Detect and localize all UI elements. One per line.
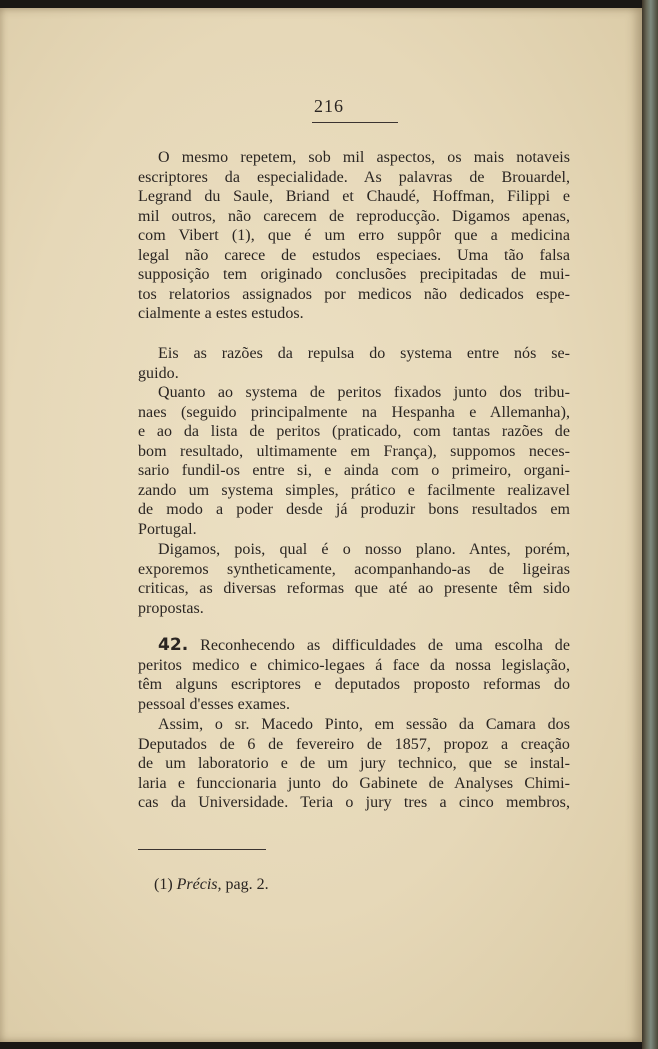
text-line: têm alguns escriptores e deputados proposto reformas do (138, 676, 570, 693)
text-line: Portugal. (138, 520, 197, 538)
text-line: de modo a poder desde já produzir bons resultados em (138, 501, 570, 518)
text-segment: Reconhecendo as difficuldades de uma escolha de (200, 637, 570, 654)
text-line: mil outros, não carecem de reproducção. Digamos apenas, (138, 207, 570, 225)
text-line: de um laboratorio e de um jury technico, que se instal- (138, 755, 570, 772)
text-line: pessoal d'esses exames. (138, 695, 290, 713)
text-line: escriptores da especialidade. As palavras de Brouardel, (138, 168, 570, 186)
text-line: laria e funccionaria junto do Gabinete de Analyses Chimi- (138, 774, 570, 792)
book-spine-edge (642, 0, 658, 1049)
text-line: zando um systema simples, prático e facilmente realizavel (138, 481, 570, 499)
text-line: Quanto ao systema de peritos fixados junto dos tribu- (158, 384, 570, 401)
text-line: cas da Universidade. Teria o jury tres a cinco membros, (138, 794, 570, 811)
page-number: 216 (314, 96, 344, 116)
text-line: Digamos, pois, qual é o nosso plano. Antes, porém, (158, 541, 570, 558)
text-line: Legrand du Saule, Briand et Chaudé, Hoffman, Filippi e (138, 188, 570, 205)
paragraph-3 (138, 383, 570, 539)
text-line: cialmente a estes estudos. (138, 305, 304, 322)
text-line: sario fundil-os entre si, e ainda com o primeiro, organi- (138, 462, 570, 479)
text-line: guido. (138, 364, 179, 382)
section-42 (138, 636, 570, 714)
footnote (154, 876, 269, 894)
paragraph-4 (138, 540, 570, 618)
footnote-title: Précis, (176, 876, 222, 893)
text-line: peritos medico e chimico-legaes á face da nossa legislação, (138, 656, 570, 674)
section-first-line (138, 636, 570, 656)
text-line: Eis as razões da repulsa do systema entre nós se- (158, 345, 570, 362)
paragraph-6 (138, 715, 570, 813)
footnote-ref: pag. 2. (225, 876, 269, 893)
text-line: exporemos syntheticamente, acompanhando-as de ligeiras (138, 560, 570, 578)
text-line: Deputados de 6 de fevereiro de 1857, propoz a creação (138, 735, 570, 753)
paragraph-2 (138, 344, 570, 383)
paragraph-1 (138, 148, 570, 324)
text-line: tos relatorios assignados por medicos não dedicados espe- (138, 285, 570, 303)
section-number: 42. (158, 635, 189, 655)
text-line: O mesmo repetem, sob mil aspectos, os mais notaveis (158, 149, 570, 166)
page-number-rule (312, 122, 398, 123)
text-line: supposição tem originado conclusões precipitadas de mui- (138, 266, 570, 283)
text-line: legal não carece de estudos especiaes. Uma tão falsa (138, 246, 570, 264)
footnote-marker: (1) (154, 876, 173, 893)
text-line: bom resultado, ultimamente em França), suppomos neces- (138, 442, 570, 460)
footnote-rule (138, 849, 266, 850)
text-line: criticas, as diversas reformas que até ao presente têm sido (138, 580, 570, 597)
text-line: Assim, o sr. Macedo Pinto, em sessão da Camara dos (158, 716, 570, 733)
text-line: e ao da lista de peritos (praticado, com tantas razões de (138, 423, 570, 440)
text-line: propostas. (138, 599, 204, 617)
text-line: com Vibert (1), que é um erro suppôr que a medicina (138, 227, 570, 244)
text-line: naes (seguido principalmente na Hespanha e Allemanha), (138, 403, 570, 421)
